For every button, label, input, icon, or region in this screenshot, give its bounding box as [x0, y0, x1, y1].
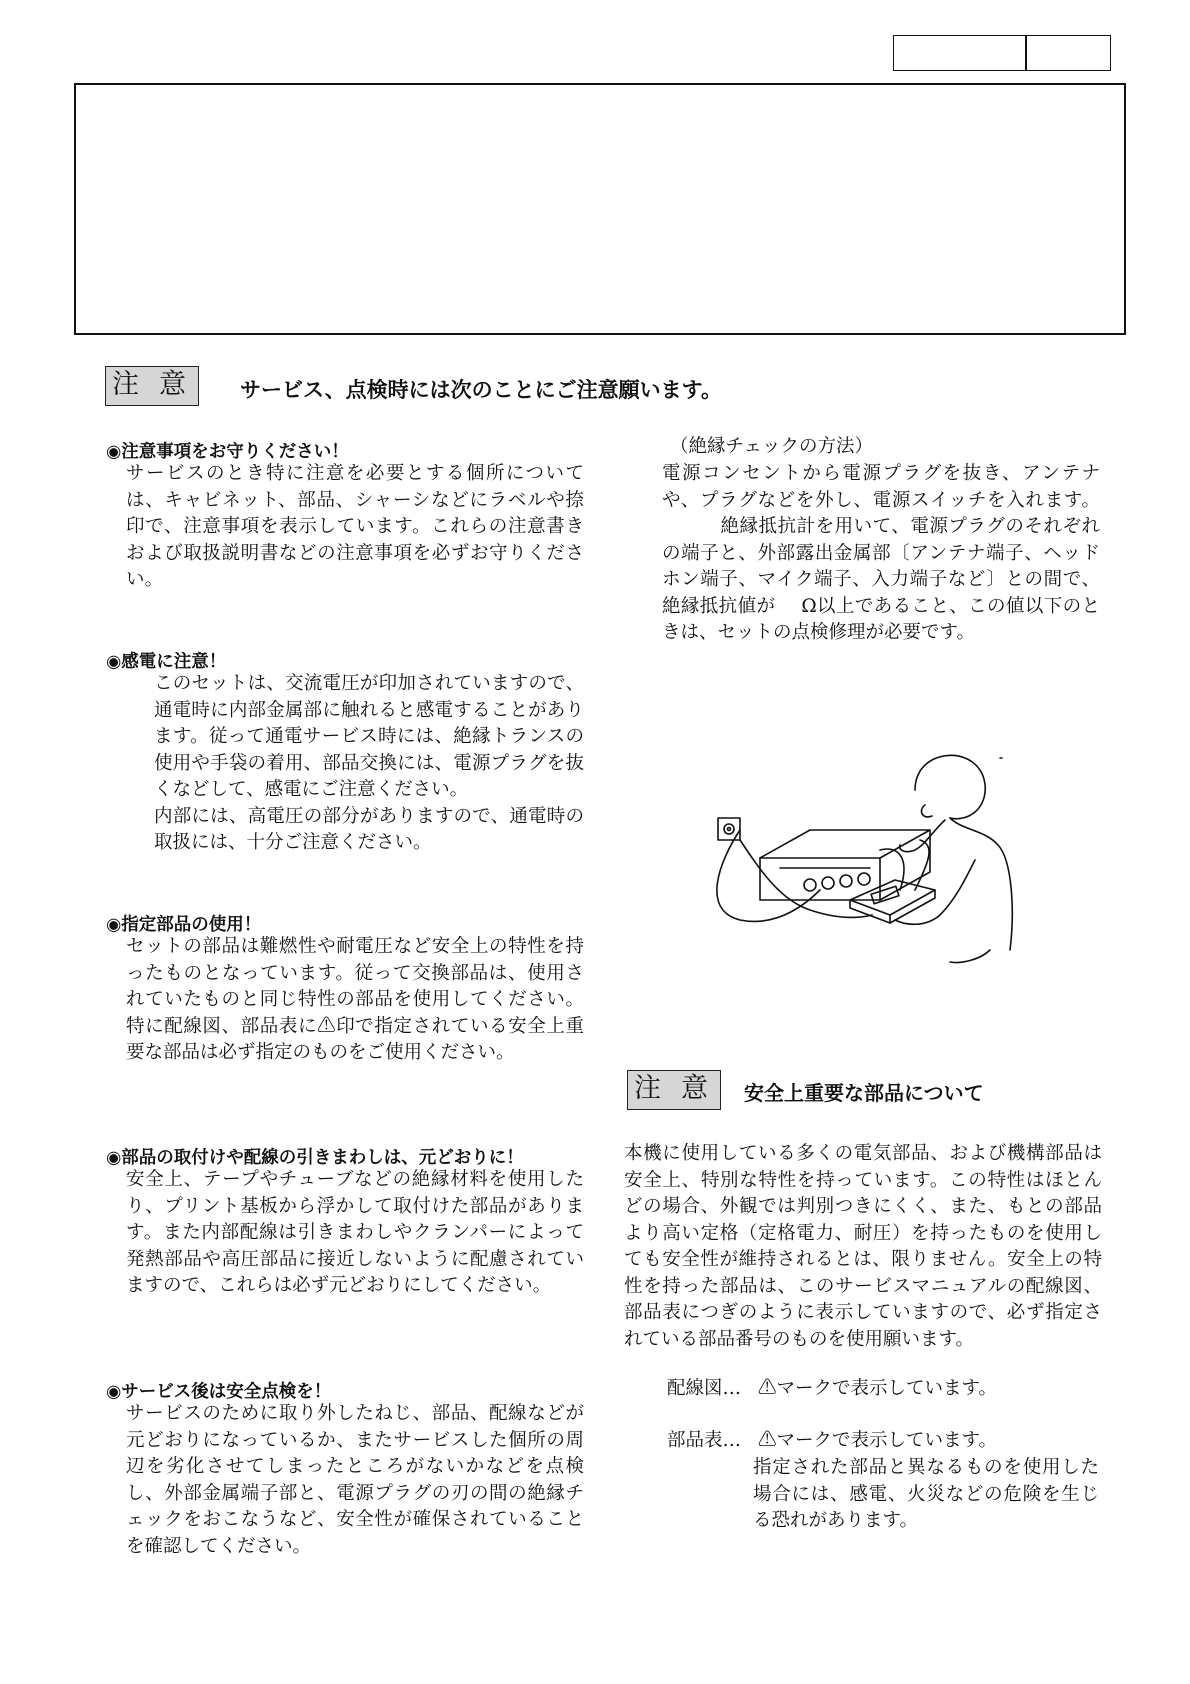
- section-body-safety-check: [126, 1401, 584, 1560]
- parts-list-text: ⚠マークで表示しています。: [758, 1430, 998, 1451]
- safety-parts-body: [624, 1141, 1102, 1353]
- insulation-check-line2: 絶縁抵抗計を用いて、電源プラグのそれぞれの端子と、外部露出金属部〔アンテナ端子、ヘッドホン端子、マイク端子、入力端子など〕との間で、絶縁抵抗値が: [662, 516, 1100, 617]
- section-body-restore-wiring-text: 安全上、テープやチューブなどの絶縁材料を使用したり、プリント基板から浮かして取付けた部品があります。また内部配線は引きまわしやクランパーによって発熱部品や高圧部品に接近しないように配慮されていますので、これらは必ず元どおりにしてください。: [126, 1169, 584, 1296]
- technician-insulation-test-illustration: [700, 750, 1020, 970]
- section-body-safety-check-text: サービスのために取り外したねじ、部品、配線などが元どおりになっているか、またサービスした個所の周辺を劣化させてしまったところがないかなどを点検し、外部金属端子部と、電源プラグの刃の間の絶縁チェックをおこなうなど、安全性が確保されていることを確認してください。: [126, 1403, 584, 1557]
- section-title-restore-wiring: ◉部品の取付けや配線の引きまわしは、元どおりに！: [106, 1148, 524, 1168]
- parts-list-note-text: 指定された部品と異なるものを使用した場合には、感電、火災などの危険を生じる恐れがあります。: [753, 1457, 1099, 1531]
- section-title-specified-parts: ◉指定部品の使用！: [106, 915, 262, 935]
- caution-badge-safety: [627, 1070, 728, 1110]
- section-title-safety-check: ◉サービス後は安全点検を！: [106, 1382, 332, 1402]
- insulation-check-paragraph: [662, 461, 1100, 647]
- section-body-observe-notes: [126, 461, 584, 594]
- parts-list-note: [753, 1455, 1099, 1535]
- safety-parts-body-text: 本機に使用している多くの電気部品、および機構部品は安全上、特別な特性を持っています。この特性はほとんどの場合、外観では判別つきにくく、また、もとの部品より高い定格（定格電力、耐圧）を持ったものを使用しても安全性が維持されるとは、限りません。安全上の特性を持った部品は、このサービスマニュアルの配線図、部品表につぎのように表示していますので、必ず指定されている部品番号のものを使用願います。: [624, 1143, 1102, 1350]
- caution-badge-main: [105, 366, 206, 406]
- parts-list-label: 部品表…: [667, 1430, 742, 1451]
- section-body-observe-notes-text: サービスのとき特に注意を必要とする個所については、キャビネット、部品、シャーシなどにラベルや捺印で、注意事項を表示しています。これらの注意書きおよび取扱説明書などの注意事項を必ずお守りください。: [126, 463, 584, 590]
- technician-figure: [915, 755, 985, 818]
- section-body-electric-shock: [154, 671, 584, 857]
- caution-badge-safety-text: 注意: [634, 1073, 728, 1104]
- caution-badge-main-text: 注意: [112, 369, 206, 400]
- insulation-check-title: （絶縁チェックの方法）: [670, 436, 873, 457]
- insulation-check-line1: 電源コンセントから電源プラグを抜き、アンテナや、プラグなどを外し、電源スイッチを入れます。: [662, 463, 1100, 511]
- section-body-electric-shock-text2: 内部には、高電圧の部分がありますので、通電時の取扱には、十分ご注意ください。: [154, 805, 584, 853]
- title-frame: [74, 83, 1126, 335]
- section-body-specified-parts: [126, 934, 584, 1067]
- wiring-diagram-text: ⚠マークで表示しています。: [758, 1378, 998, 1399]
- wiring-diagram-label: 配線図…: [667, 1378, 742, 1399]
- section-title-observe-notes: ◉注意事項をお守りください！: [106, 442, 349, 462]
- caution-safety-heading: 安全上重要な部品について: [744, 1081, 984, 1105]
- receiver-unit: [760, 858, 880, 900]
- section-body-electric-shock-text: このセットは、交流電圧が印加されていますので、通電時に内部金属部に触れると感電することがあります。従って通電サービス時には、絶縁トランスの使用や手袋の着用、部品交換には、電源プラグを抜くなどして、感電にご注意ください。: [154, 673, 584, 800]
- caution-main-heading: サービス、点検時には次のことにご注意願います。: [240, 378, 722, 402]
- page-number-box-right: [1025, 35, 1111, 71]
- section-title-electric-shock: ◉感電に注意！: [106, 652, 227, 672]
- section-body-specified-parts-text: セットの部品は難燃性や耐電圧など安全上の特性を持ったものとなっています。従って交換部品は、使用されていたものと同じ特性の部品を使用してください。特に配線図、部品表に⚠印で指定されている安全上重要な部品は必ず指定のものをご使用ください。: [126, 936, 584, 1063]
- section-body-restore-wiring: [126, 1167, 584, 1300]
- insulation-check-line3: Ω以上であること、この値以下のときは、セットの点検修理が必要です。: [662, 595, 1100, 643]
- page-number-box-left: [893, 35, 1027, 71]
- insulation-check-body: [662, 461, 1100, 647]
- wall-outlet-icon: [718, 818, 740, 840]
